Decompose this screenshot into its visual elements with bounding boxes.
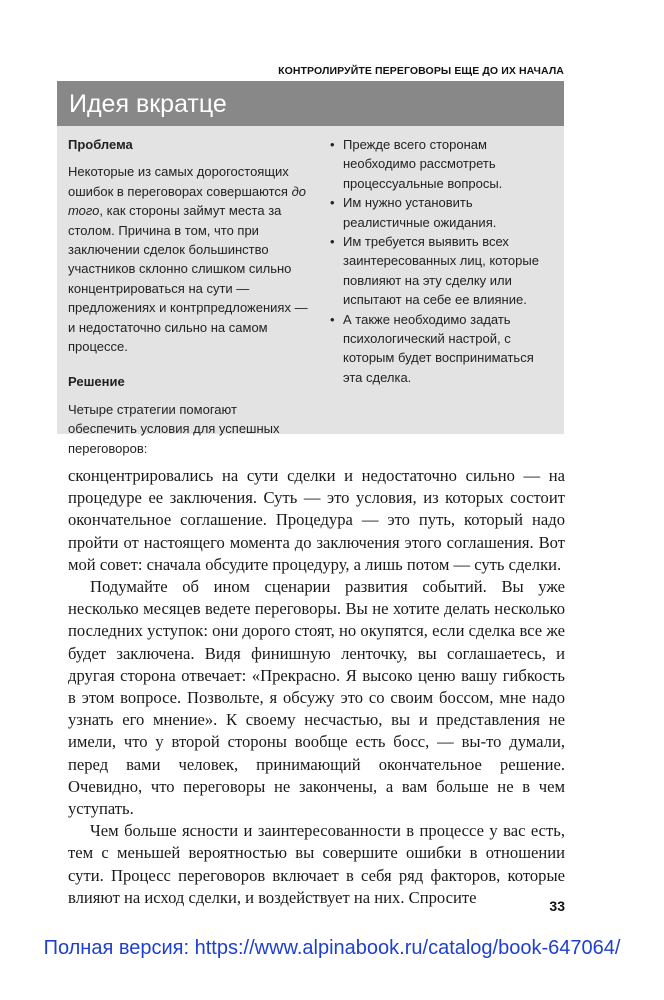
bullet-icon: • (330, 234, 335, 250)
strategy-list-item (330, 135, 555, 193)
bullet-icon: • (330, 195, 335, 211)
strategy-text: А также необходимо задать психологический настрой, с которым будет восприниматься эта сделка. (343, 311, 534, 385)
strategy-text: Прежде всего сторонам необходимо рассмотреть процессуальные вопросы. (343, 137, 503, 191)
full-version-link[interactable]: Полная версия: https://www.alpinabook.ru/catalog/book-647064/ (43, 937, 621, 959)
summary-box-title: Идея вкратце (69, 90, 227, 118)
problem-text-part: Некоторые из самых дорогостоящих ошибок в переговорах совершаются (68, 164, 292, 199)
summary-box (57, 126, 564, 456)
body-paragraph: Чем больше ясности и заинтересованности в процессе у вас есть, тем с меньшей вероятностью вы совершите ошибки в отношении сути. Процесс переговоров включает в себя ряд факторов, которые влияют на исход сделки, и воздействует на них. Спросите (68, 821, 565, 907)
problem-text (68, 162, 308, 356)
summary-right-column (330, 135, 555, 387)
problem-heading: Проблема (68, 137, 133, 152)
strategy-list-item (330, 232, 555, 310)
solution-text: Четыре стратегии помогают обеспечить условия для успешных переговоров: (68, 401, 280, 456)
bullet-icon: • (330, 137, 335, 152)
summary-box-header (57, 81, 564, 126)
strategy-text: Им нужно установить реалистичные ожидания. (343, 195, 497, 230)
summary-left-column (68, 135, 308, 458)
strategy-text: Им требуется выявить всех заинтересованных лиц, которые повлияют на эту сделку или испытают на себе ее влияние. (343, 234, 539, 308)
body-text (68, 465, 565, 909)
strategy-list (330, 135, 555, 387)
solution-heading: Решение (68, 374, 125, 390)
strategy-list-item (330, 310, 555, 388)
problem-text-emphasis: до того (68, 183, 306, 219)
page-number: 33 (549, 898, 565, 914)
strategy-list-item (330, 193, 555, 232)
body-paragraph: сконцентрировались на сути сделки и недостаточно сильно — на процедуре ее заключения. Суть — это условия, из которых состоит окончательное соглашение. Процедура — это путь, который надо пройти от настоящего момента до заключения этого соглашения. Вот мой совет: сначала обсудите процедуру, а лишь потом — суть сделки. (68, 466, 565, 574)
problem-text-part: , как стороны займут места за столом. Причина в том, что при заключении сделок большинство участников склонно слишком сильно концентрироваться на сути — предложениях и контрпредложениях — и недостаточно сильно на самом процессе. (68, 203, 308, 355)
body-paragraph: Подумайте об ином сценарии развития событий. Вы уже несколько месяцев ведете переговоры. Вы не хотите делать несколько последних уступок: они дорого стоят, но окупятся, если сделка все же будет заключена. Видя финишную ленточку, вы соглашаетесь, и другая сторона отвечает: «Прекрасно. Я высоко ценю вашу гибкость в этом вопросе. Позвольте, я обсужу это со своим боссом, мне надо узнать его мнение». К своему несчастью, вы и представления не имели, что у второй стороны вообще есть босс, — вы-то думали, перед вами человек, принимающий окончательное решение. Очевидно, что переговоры не закончены, а вам больше не в чем уступать. (68, 577, 565, 819)
running-head: КОНТРОЛИРУЙТЕ ПЕРЕГОВОРЫ ЕЩЕ ДО ИХ НАЧАЛА (278, 65, 564, 77)
bullet-icon: • (330, 311, 335, 327)
